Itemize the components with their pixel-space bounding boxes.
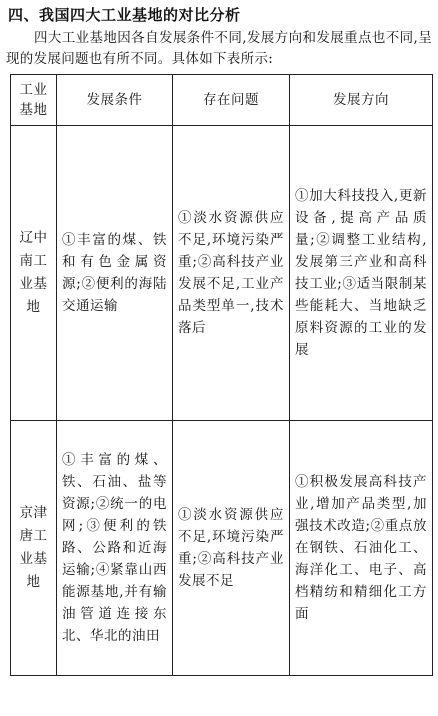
cell-base: 辽中南工业基地	[11, 126, 57, 421]
cell-conditions: ①丰富的煤、铁和有色金属资源;②便利的海陆交通运输	[57, 126, 173, 421]
table-row	[11, 126, 433, 421]
cell-problems: ①淡水资源供应不足,环境污染严重;②高科技产业发展不足,工业产品类型单一,技术落后	[173, 126, 290, 421]
cell-problems: ①淡水资源供应不足,环境污染严重;②高科技产业发展不足	[173, 421, 290, 676]
cell-conditions: ①丰富的煤、铁、石油、盐等资源;②统一的电网;③便利的铁路、公路和近海运输;④紧靠山西能源基地,并有输油管道连接东北、华北的油田	[57, 421, 173, 676]
header-base: 工业基地	[11, 75, 57, 126]
intro-paragraph: 四大工业基地因各自发展条件不同,发展方向和发展重点也不同,呈现的发展问题也有所不同。具体如下表所示:	[6, 30, 432, 67]
comparison-table	[10, 74, 433, 676]
table-header-row	[11, 75, 433, 126]
table-row	[11, 421, 433, 676]
section-heading: 四、我国四大工业基地的对比分析	[8, 6, 241, 24]
header-direction: 发展方向	[290, 75, 433, 126]
header-problems: 存在问题	[173, 75, 290, 126]
cell-direction: ①加大科技投入,更新设备,提高产品质量;②调整工业结构,发展第三产业和高科技工业;③适当限制某些能耗大、当地缺乏原料资源的工业的发展	[290, 126, 433, 421]
cell-direction: ①积极发展高科技产业,增加产品类型,加强技术改造;②重点放在钢铁、石油化工、海洋化工、电子、高档精纺和精细化工方面	[290, 421, 433, 676]
header-conditions: 发展条件	[57, 75, 173, 126]
cell-base: 京津唐工业基地	[11, 421, 57, 676]
